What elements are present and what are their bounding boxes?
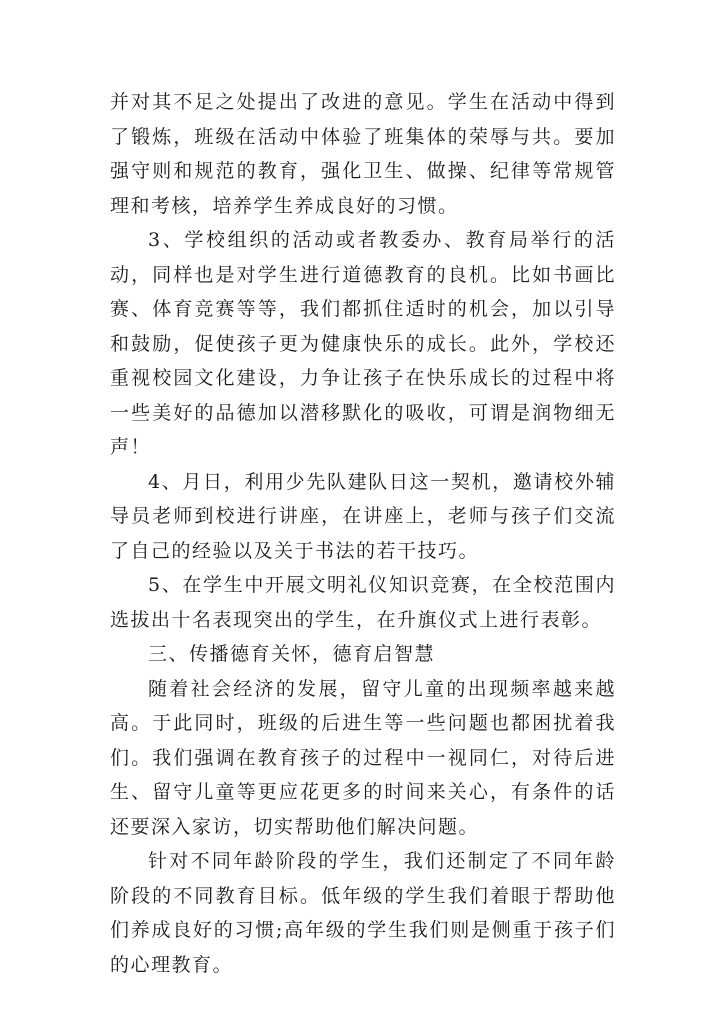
- paragraph-1: 并对其不足之处提出了改进的意见。学生在活动中得到了锻炼，班级在活动中体验了班集体的荣辱与共。要加强守则和规范的教育，强化卫生、做操、纪律等常规管理和考核，培养学生养成良好的习惯。: [110, 91, 616, 217]
- document-page: [110, 85, 616, 982]
- paragraph-3: 4、月日，利用少先队建队日这一契机，邀请校外辅导员老师到校进行讲座，在讲座上，老师与孩子们交流了自己的经验以及关于书法的若干技巧。: [110, 470, 616, 562]
- paragraph-2: 3、学校组织的活动或者教委办、教育局举行的活动，同样也是对学生进行道德教育的良机。比如书画比赛、体育竞赛等等，我们都抓住适时的机会，加以引导和鼓励，促使孩子更为健康快乐的成长。此外，学校还重视校园文化建设，力争让孩子在快乐成长的过程中将一些美好的品德加以潜移默化的吸收，可谓是润物细无声！: [110, 229, 616, 458]
- section-heading: 三、传播德育关怀，德育启智慧: [148, 643, 436, 665]
- paragraph-4: 5、在学生中开展文明礼仪知识竞赛，在全校范围内选拔出十名表现突出的学生，在升旗仪式上进行表彰。: [110, 574, 616, 631]
- paragraph-6: 针对不同年龄阶段的学生，我们还制定了不同年龄阶段的不同教育目标。低年级的学生我们着眼于帮助他们养成良好的习惯;高年级的学生我们则是侧重于孩子们的心理教育。: [110, 850, 616, 976]
- paragraph-5: 随着社会经济的发展，留守儿童的出现频率越来越高。于此同时，班级的后进生等一些问题也都困扰着我们。我们强调在教育孩子的过程中一视同仁，对待后进生、留守儿童等更应花更多的时间来关心，有条件的话还要深入家访，切实帮助他们解决问题。: [110, 677, 616, 838]
